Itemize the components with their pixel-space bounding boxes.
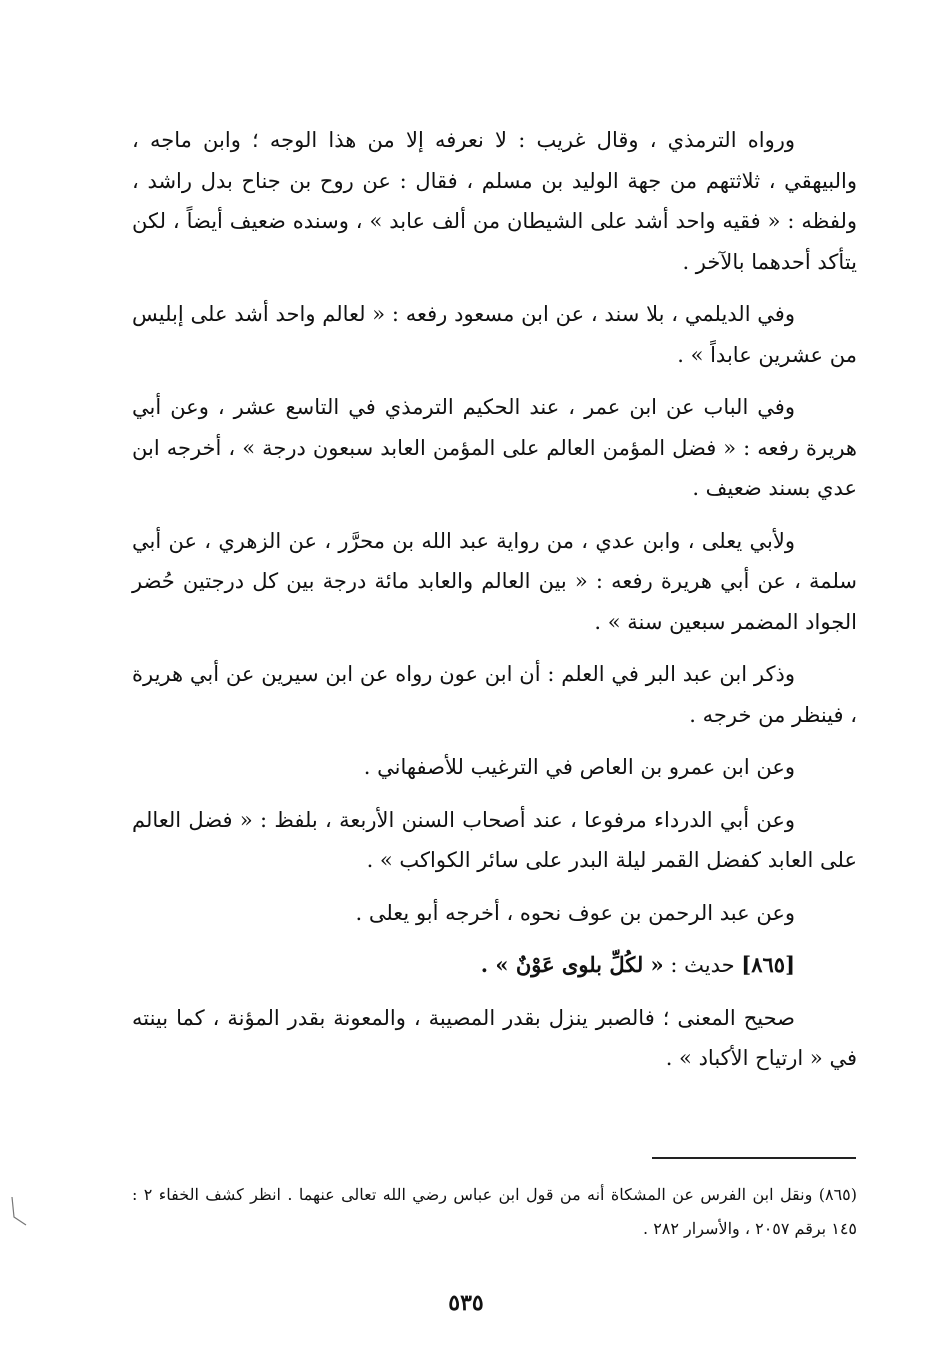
hadith-prefix: حديث : <box>670 953 735 977</box>
footnote-865: (٨٦٥) ونقل ابن الفرس عن المشكاة أنه من قول ابن عباس رضي الله تعالى عنهما . انظر كشف الخفاء ٢ : ١٤٥ برقم ٢٠٥٧ ، والأسرار ٢٨٢ . <box>132 1185 857 1238</box>
paragraph-5: وذكر ابن عبد البر في العلم : أن ابن عون رواه عن ابن سيرين عن أبي هريرة ، فينظر من خرجه . <box>132 662 857 727</box>
hadith-text: « لكُلِّ بلوى عَوْنٌ » . <box>480 952 664 977</box>
page-number: ٥٣٥ <box>448 1290 484 1316</box>
paragraph-6: وعن ابن عمرو بن العاص في الترغيب للأصفهاني . <box>363 755 795 779</box>
paragraph-1: ورواه الترمذي ، وقال غريب : لا نعرفه إلا من هذا الوجه ؛ وابن ماجه ، والبيهقي ، ثلاثتهم من جهة الوليد بن مسلم ، فقال : عن روح بن جناح بدل راشد ، ولفظه : « فقيه واحد أشد على الشيطان من ألف عابد » ، وسنده ضعيف أيضاً ، لكن يتأكد أحدهما بالآخر . <box>132 128 857 274</box>
paragraph-4: ولأبي يعلى ، وابن عدي ، من رواية عبد الله بن محرَّر ، عن الزهري ، عن أبي سلمة ، عن أبي هريرة رفعه : « بين العالم والعابد مائة درجة بين كل درجتين حُضر الجواد المضمر سبعين سنة » . <box>132 528 857 634</box>
scan-mark-icon <box>6 1195 28 1227</box>
footnotes <box>132 1178 857 1246</box>
hadith-heading <box>132 945 857 986</box>
paragraph-8: وعن عبد الرحمن بن عوف نحوه ، أخرجه أبو يعلى . <box>355 900 795 925</box>
paragraph-7: وعن أبي الدرداء مرفوعا ، عند أصحاب السنن الأربعة ، بلفظ : « فضل العالم على العابد كفضل القمر ليلة البدر على سائر الكواكب » . <box>132 807 857 872</box>
paragraph-3: وفي الباب عن ابن عمر ، عند الحكيم الترمذي في التاسع عشر ، وعن أبي هريرة رفعه : « فضل المؤمن العالم على المؤمن العابد سبعون درجة » ، أخرجه ابن عدي بسند ضعيف . <box>132 395 857 500</box>
commentary: صحيح المعنى ؛ فالصبر ينزل بقدر المصيبة ، والمعونة بقدر المؤنة ، كما بينته في « ارتياح الأكباد » . <box>132 1005 857 1070</box>
hadith-number: [٨٦٥] <box>741 952 795 977</box>
paragraph-2: وفي الديلمي ، بلا سند ، عن ابن مسعود رفعه : « لعالم واحد أشد على إبليس من عشرين عابداً » . <box>132 302 857 367</box>
main-text <box>132 120 857 1079</box>
footnote-divider <box>652 1157 856 1159</box>
